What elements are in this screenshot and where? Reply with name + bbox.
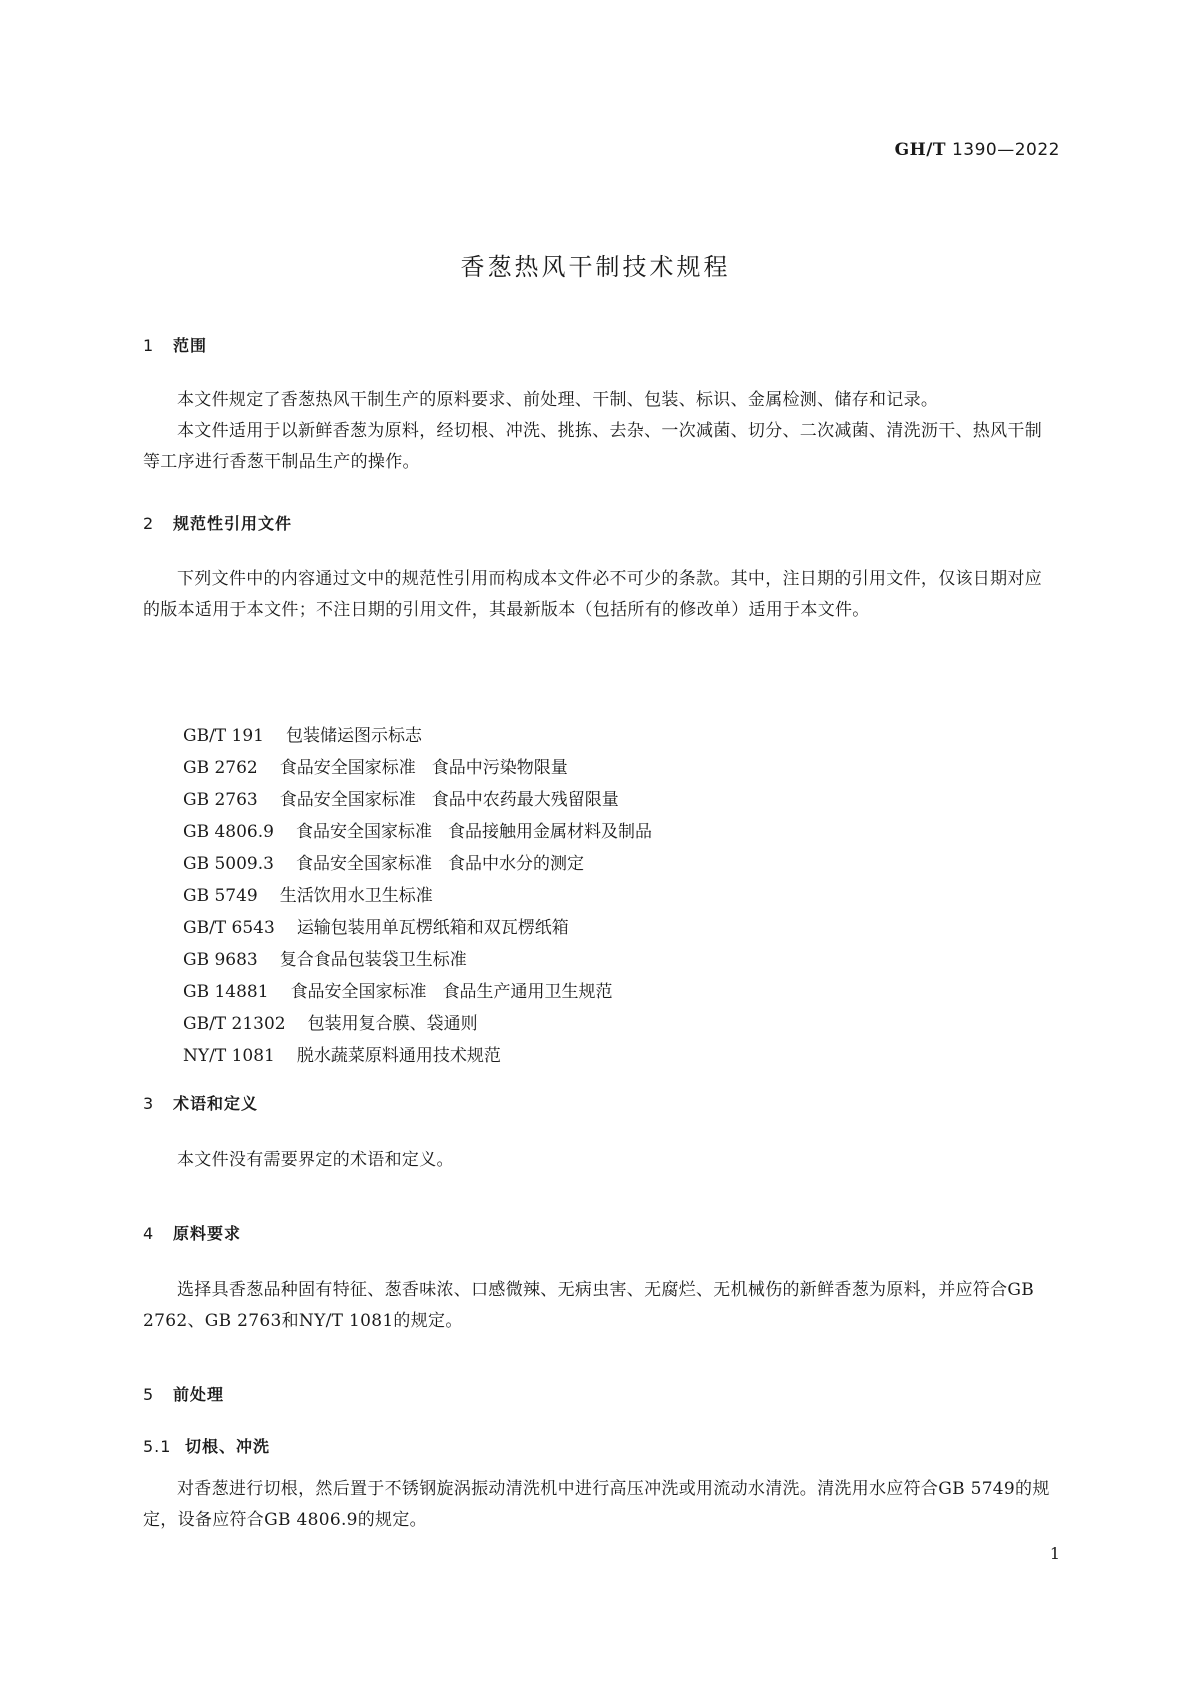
reference-item: GB 2763 食品安全国家标准 食品中农药最大残留限量 <box>183 790 619 810</box>
reference-item: GB 4806.9 食品安全国家标准 食品接触用金属材料及制品 <box>183 822 652 842</box>
reference-item: GB 9683 复合食品包装袋卫生标准 <box>183 950 467 970</box>
section-heading-4: 4 原料要求 <box>143 1224 242 1243</box>
section-heading-1: 1 范围 <box>143 336 208 355</box>
standard-code <box>895 140 1060 160</box>
page-number: 1 <box>1049 1544 1060 1563</box>
reference-item: GB 5009.3 食品安全国家标准 食品中水分的测定 <box>183 854 584 874</box>
standard-code-prefix: GH/T <box>894 140 947 160</box>
reference-item: NY/T 1081 脱水蔬菜原料通用技术规范 <box>183 1046 501 1066</box>
section-3-paragraph: 本文件没有需要界定的术语和定义。 <box>177 1150 454 1170</box>
section-heading-5: 5 前处理 <box>143 1385 225 1404</box>
section-1-paragraph: 本文件适用于以新鲜香葱为原料，经切根、冲洗、挑拣、去杂、一次减菌、切分、二次减菌、清洗沥干、热风干制等工序进行香葱干制品生产的操作。 <box>143 421 1042 472</box>
reference-item: GB 5749 生活饮用水卫生标准 <box>183 886 433 906</box>
section-heading-5-1: 5.1 切根、冲洗 <box>143 1437 271 1456</box>
reference-item: GB 14881 食品安全国家标准 食品生产通用卫生规范 <box>183 982 613 1002</box>
reference-item: GB/T 21302 包装用复合膜、袋通则 <box>183 1014 478 1034</box>
standard-code-number: 1390—2022 <box>951 140 1060 160</box>
normative-reference-list <box>183 720 652 1072</box>
section-5-1-paragraph: 对香葱进行切根，然后置于不锈钢旋涡振动清洗机中进行高压冲洗或用流动水清洗。清洗用水应符合GB 5749的规定，设备应符合GB 4806.9的规定。 <box>143 1479 1050 1530</box>
section-heading-3: 3 术语和定义 <box>143 1094 259 1113</box>
reference-item: GB/T 191 包装储运图示标志 <box>183 726 422 746</box>
section-1-paragraph: 本文件规定了香葱热风干制生产的原料要求、前处理、干制、包装、标识、金属检测、储存和记录。 <box>177 390 939 410</box>
section-2-paragraph: 下列文件中的内容通过文中的规范性引用而构成本文件必不可少的条款。其中，注日期的引用文件，仅该日期对应的版本适用于本文件；不注日期的引用文件，其最新版本（包括所有的修改单）适用于本文件。 <box>143 569 1042 620</box>
reference-item: GB/T 6543 运输包装用单瓦楞纸箱和双瓦楞纸箱 <box>183 918 569 938</box>
document-title: 香葱热风干制技术规程 <box>460 253 731 281</box>
section-4-paragraph: 选择具香葱品种固有特征、葱香味浓、口感微辣、无病虫害、无腐烂、无机械伤的新鲜香葱为原料，并应符合GB 2762、GB 2763和NY/T 1081的规定。 <box>143 1280 1035 1331</box>
reference-item: GB 2762 食品安全国家标准 食品中污染物限量 <box>183 758 568 778</box>
section-heading-2: 2 规范性引用文件 <box>143 514 293 533</box>
